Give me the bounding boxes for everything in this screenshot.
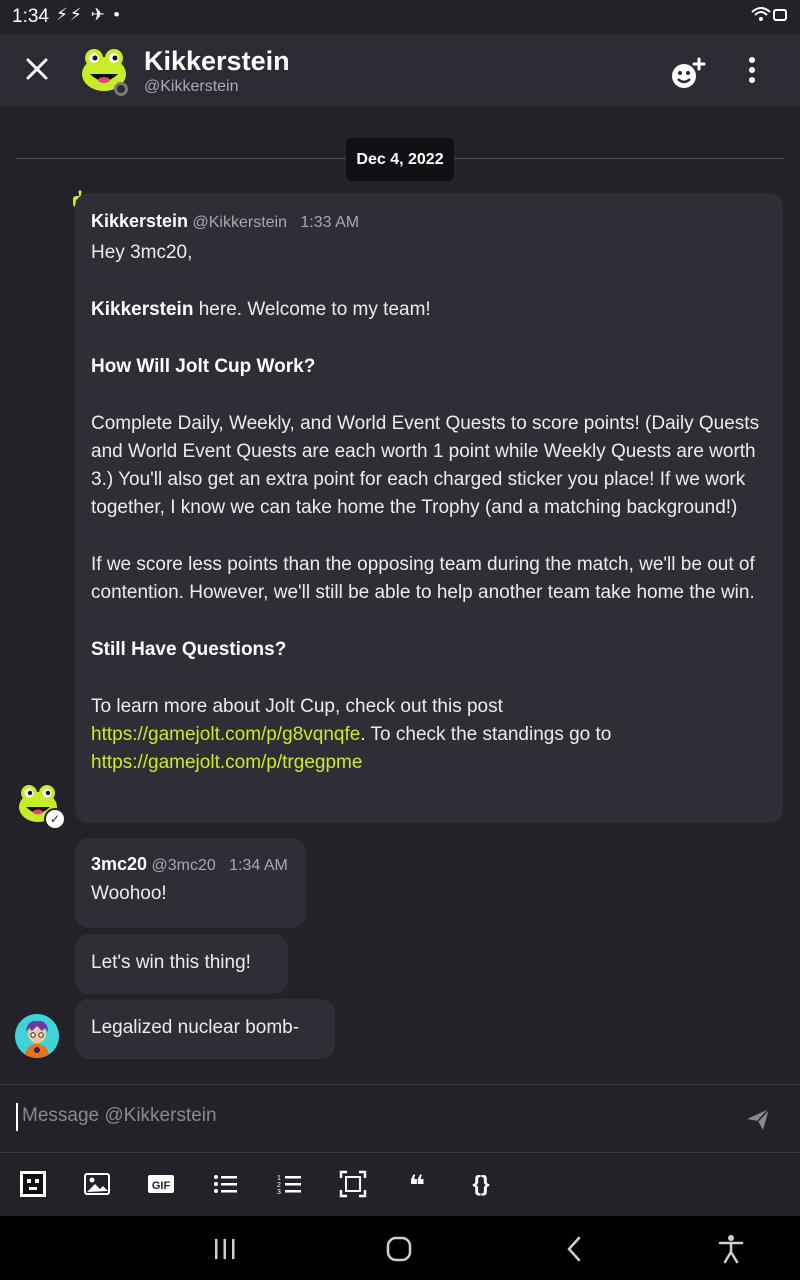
intro-rest-text: here. Welcome to my team! (193, 299, 431, 320)
numbered-list-button[interactable] (274, 1169, 304, 1199)
recent-apps-button[interactable] (210, 1234, 240, 1264)
message-list[interactable] (0, 106, 800, 1084)
bullet-list-button[interactable] (210, 1169, 240, 1199)
message-meta (91, 211, 767, 237)
formatting-toolbar (0, 1152, 800, 1217)
intro-bold-name: Kikkerstein (91, 299, 194, 320)
user-avatar[interactable] (15, 1014, 59, 1058)
bullet-list-icon (210, 1169, 240, 1199)
message-bubble-bomb[interactable] (75, 999, 335, 1059)
paragraph-links: To learn more about Jolt Cup, check out this post https://gamejolt.com/p/g8vqnqfe. To check the standings go to https://gamejolt.com/p/trgegpme (91, 696, 612, 773)
quote-button[interactable] (402, 1169, 432, 1199)
verified-badge-icon: ✓ (44, 808, 66, 830)
message-username: @3mc20 (151, 857, 216, 874)
message-bubble-woohoo[interactable] (75, 838, 306, 928)
presence-indicator (114, 82, 128, 96)
more-options-button[interactable] (740, 54, 764, 86)
home-icon (384, 1234, 414, 1264)
conversation-header (0, 34, 800, 106)
gif-button[interactable] (146, 1169, 176, 1199)
message-bubble-welcome[interactable] (75, 193, 783, 823)
image-icon (82, 1169, 112, 1199)
back-icon (560, 1234, 590, 1264)
status-time: 1:34 (12, 6, 49, 27)
message-body: Let's win this thing! (91, 952, 251, 973)
svg-text:1: 1 (277, 1175, 281, 1182)
svg-text:2: 2 (277, 1182, 281, 1189)
intro-text (91, 296, 767, 324)
header-title: Kikkerstein (144, 46, 290, 76)
header-username: @Kikkerstein (144, 78, 239, 95)
heading-how-it-works: How Will Jolt Cup Work? (91, 356, 316, 377)
message-author[interactable]: Kikkerstein (91, 211, 189, 231)
home-button[interactable] (384, 1234, 414, 1264)
accessibility-icon (716, 1234, 746, 1264)
gif-icon (146, 1169, 176, 1199)
add-friend-button[interactable] (668, 56, 708, 90)
svg-text:GIF: GIF (151, 1180, 171, 1192)
message-input[interactable]: Message @Kikkerstein (22, 1105, 217, 1126)
greeting-text: Hey 3mc20, (91, 242, 193, 263)
heading-questions: Still Have Questions? (91, 639, 287, 660)
3mc20-avatar-icon (15, 1014, 59, 1058)
svg-text:3: 3 (277, 1189, 281, 1196)
message-username: @Kikkerstein (192, 214, 288, 231)
paragraph-rules: Complete Daily, Weekly, and World Event Quests to score points! (Daily Quests and World Event Quests are each worth 1 point while Weekly Quests are worth 3.) You'll also get an extra point for each charged sticker you place! If we work together, I know we can take home the Trophy (and a matching background!) (91, 413, 760, 518)
add-friend-icon (668, 56, 708, 90)
paragraph-contention: If we score less points than the opposing team during the match, we'll be out of contention. However, we'll still be able to help another team take home the win. (91, 554, 755, 603)
close-icon (22, 54, 52, 84)
standings-link[interactable]: https://gamejolt.com/p/trgegpme (91, 752, 363, 773)
message-bubble-win[interactable] (75, 934, 288, 994)
status-bar (0, 0, 800, 34)
post-link[interactable]: https://gamejolt.com/p/g8vqnqfe (91, 724, 361, 745)
quote-icon: ❝ (408, 1170, 426, 1201)
message-composer[interactable] (0, 1084, 800, 1153)
wifi-battery-icons (750, 5, 790, 30)
image-button[interactable] (82, 1169, 112, 1199)
message-time: 1:34 AM (229, 857, 288, 874)
more-vertical-icon (740, 54, 764, 86)
spoiler-button[interactable] (338, 1169, 368, 1199)
system-navigation-bar (0, 1216, 800, 1280)
code-button[interactable] (466, 1169, 496, 1199)
code-icon: {} (472, 1171, 490, 1196)
sticker-icon (18, 1169, 48, 1199)
accessibility-button[interactable] (716, 1234, 746, 1264)
back-button[interactable] (560, 1234, 590, 1264)
status-notification-icons: ⚡⚡ ✈ • (56, 5, 122, 24)
recent-apps-icon (210, 1234, 240, 1264)
numbered-list-icon (274, 1169, 304, 1199)
message-author[interactable]: 3mc20 (91, 854, 148, 874)
close-button[interactable] (22, 54, 52, 84)
message-body: Woohoo! (91, 883, 167, 904)
message-time: 1:33 AM (300, 214, 360, 231)
message-body (91, 239, 767, 777)
text-cursor (16, 1103, 18, 1131)
message-body: Legalized nuclear bomb- (91, 1017, 300, 1038)
send-icon[interactable] (744, 1105, 772, 1133)
date-badge: Dec 4, 2022 (346, 138, 454, 181)
wifi-icon (750, 5, 790, 25)
sticker-button[interactable] (18, 1169, 48, 1199)
spoiler-icon (338, 1169, 368, 1199)
message-meta (91, 854, 290, 880)
